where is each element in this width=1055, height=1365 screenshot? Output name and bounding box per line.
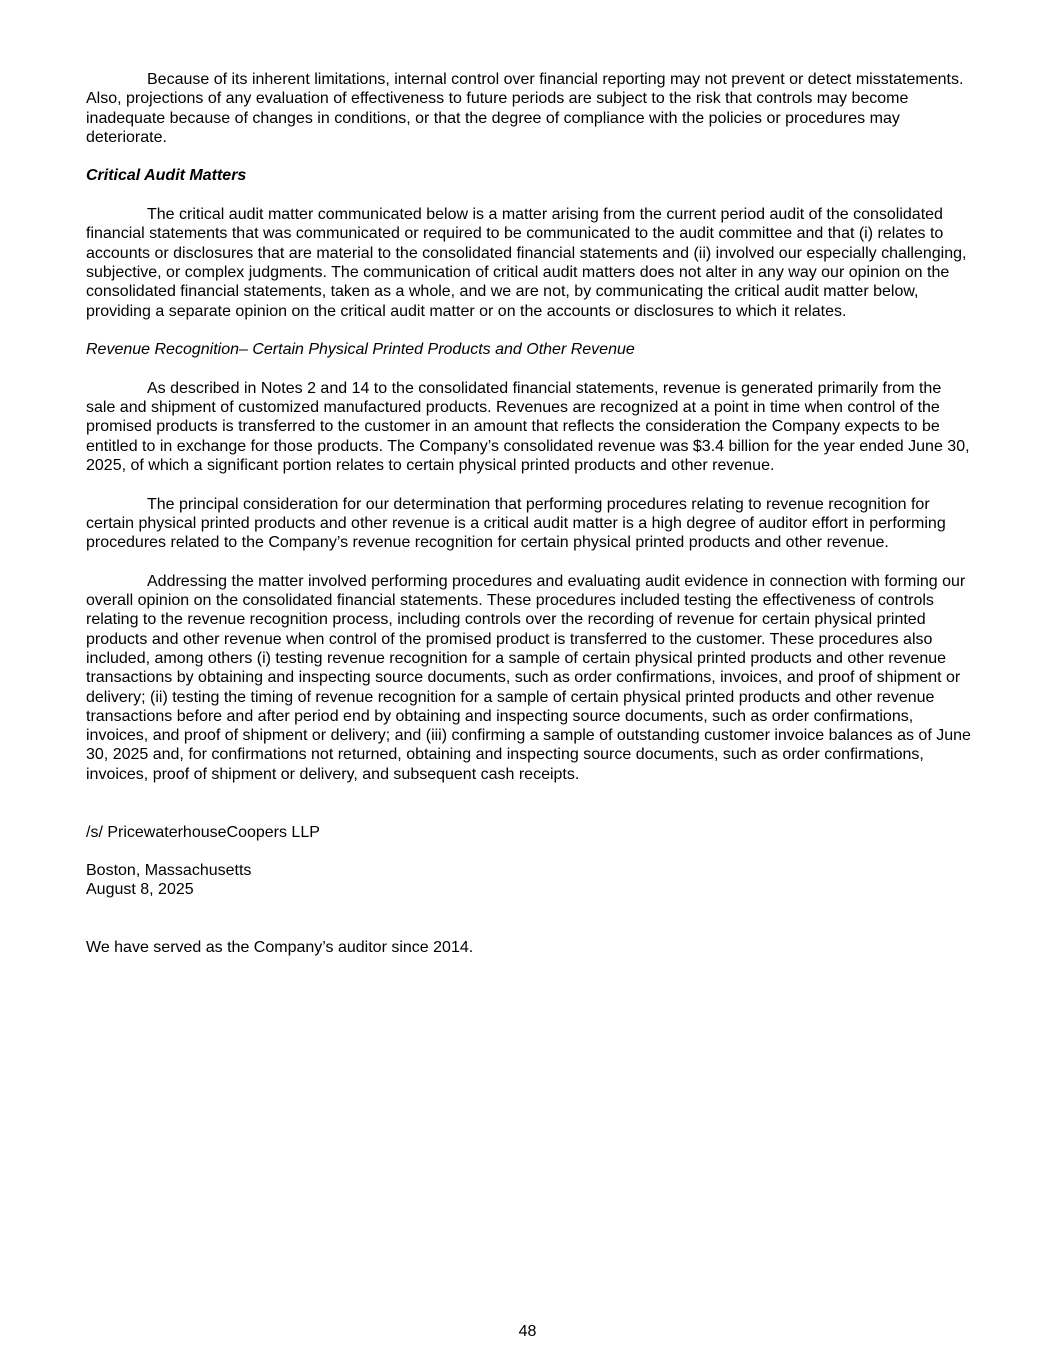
spacer (86, 919, 972, 938)
signature-location: Boston, Massachusetts (86, 862, 252, 880)
revenue-recognition-heading: Revenue Recognition– Certain Physical Printed Products and Other Revenue (86, 341, 635, 359)
limitations-paragraph: Because of its inherent limitations, internal control over financial reporting may not prevent or detect misstatements. Also, projections of any evaluation of effectiveness to future periods are subject to the risk that controls may become inadequate because of changes in conditions, or that the degree of compliance with the policies or procedures may deteriorate. (86, 71, 964, 146)
cam-intro-paragraph: The critical audit matter communicated below is a matter arising from the current period audit of the consolidated financial statements that was communicated or required to be communicated to the audit committee and that (i) relates to accounts or disclosures that are material to the consolidated financial statements and (ii) involved our especially challenging, subjective, or complex judgments. The communication of critical audit matters does not alter in any way our opinion on the consolidated financial statements, taken as a whole, and we are not, by communicating the critical audit matter below, providing a separate opinion on the critical audit matter or on the accounts or disclosures to which it relates. (86, 206, 967, 320)
spacer (86, 900, 972, 919)
auditor-tenure-statement: We have served as the Company’s auditor since 2014. (86, 939, 474, 957)
principal-consideration-paragraph: The principal consideration for our determination that performing procedures relating to revenue recognition for certain physical printed products and other revenue is a critical audit matter is a high degree of auditor effort in performing procedures related to the Company’s revenue recognition for certain physical printed products and other revenue. (86, 495, 946, 552)
signature-date: August 8, 2025 (86, 881, 194, 899)
signature-signer: /s/ PricewaterhouseCoopers LLP (86, 823, 320, 841)
spacer (86, 803, 972, 822)
critical-audit-matters-heading: Critical Audit Matters (86, 167, 247, 185)
revenue-description-paragraph: As described in Notes 2 and 14 to the consolidated financial statements, revenue is generated primarily from the sale and shipment of customized manufactured products. Revenues are recognized at a point in time when control of the promised products is transferred to the customer in an amount that reflects the consideration the Company expects to be entitled to in exchange for those products. The Company’s consolidated revenue was $3.4 billion for the year ended June 30, 2025, of which a significant portion relates to certain physical printed products and other revenue. (86, 379, 970, 474)
page-number: 48 (518, 1323, 537, 1340)
document-body (86, 70, 972, 958)
addressing-matter-paragraph: Addressing the matter involved performing procedures and evaluating audit evidence in connection with forming our overall opinion on the consolidated financial statements. These procedures included testing the effectiveness of controls relating to the revenue recognition process, including controls over the recording of revenue for certain physical printed products and other revenue when control of the promised product is transferred to the customer. These procedures also included, among others (i) testing revenue recognition for a sample of certain physical printed products and other revenue transactions by obtaining and inspecting source documents, such as order confirmations, invoices, and proof of shipment or delivery; (ii) testing the timing of revenue recognition for a sample of certain physical printed products and other revenue transactions before and after period end by obtaining and inspecting source documents, such as order confirmations, invoices, and proof of shipment or delivery; and (iii) confirming a sample of outstanding customer invoice balances as of June 30, 2025 and, for confirmations not returned, obtaining and inspecting source documents, such as order confirmations, invoices, proof of shipment or delivery, and subsequent cash receipts. (86, 572, 971, 783)
